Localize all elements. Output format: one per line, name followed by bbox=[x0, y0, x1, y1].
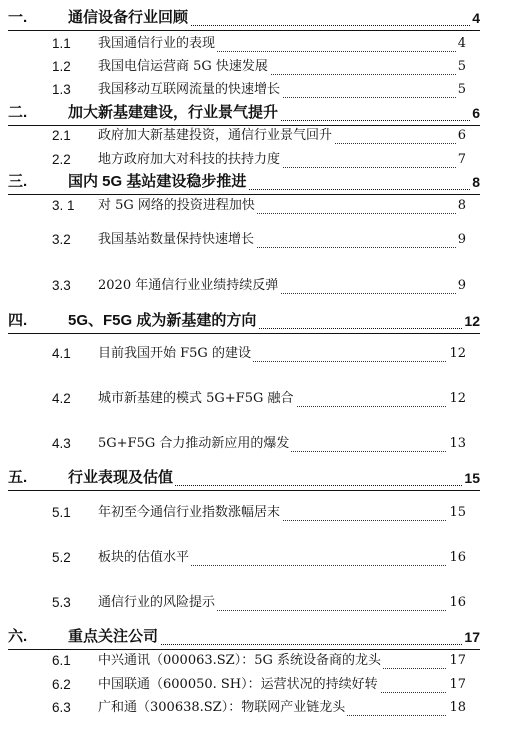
item-title: 中国联通（600050. SH）：运营状况的持续好转 bbox=[98, 675, 380, 695]
toc-section-3[interactable] bbox=[0, 172, 506, 194]
page-number: 8 bbox=[472, 174, 480, 190]
item-title: 中兴通讯（000063.SZ）：5G 系统设备商的龙头 bbox=[98, 651, 383, 671]
item-number: 2.2 bbox=[52, 152, 71, 167]
item-number: 4.3 bbox=[52, 436, 71, 451]
page-number: 13 bbox=[447, 434, 466, 454]
section-number: 一. bbox=[8, 9, 28, 26]
item-number: 5.3 bbox=[52, 595, 71, 610]
item-title: 对 5G 网络的投资进程加快 bbox=[98, 196, 257, 216]
item-title: 政府加大新基建投资，通信行业景气回升 bbox=[98, 126, 334, 146]
section-divider bbox=[8, 194, 480, 195]
page-number: 5 bbox=[456, 80, 466, 100]
page-number: 9 bbox=[456, 230, 466, 250]
toc-item-3-3[interactable] bbox=[0, 276, 506, 298]
item-title: 2020 年通信行业业绩持续反弹 bbox=[98, 276, 280, 296]
page-number: 15 bbox=[464, 470, 480, 486]
item-number: 3. 1 bbox=[52, 198, 75, 213]
page-number: 15 bbox=[447, 503, 466, 523]
item-number: 6.3 bbox=[52, 700, 71, 715]
item-number: 1.3 bbox=[52, 82, 71, 97]
section-title: 国内 5G 基站建设稳步推进 bbox=[68, 173, 247, 190]
section-title: 行业表现及估值 bbox=[68, 469, 174, 486]
section-divider bbox=[8, 490, 480, 491]
item-title: 年初至今通信行业指数涨幅居末 bbox=[98, 503, 282, 523]
page-number: 17 bbox=[447, 675, 466, 695]
page-number: 5 bbox=[456, 57, 466, 77]
toc-item-5-3[interactable] bbox=[0, 593, 506, 615]
section-number: 五. bbox=[8, 469, 28, 486]
section-title: 通信设备行业回顾 bbox=[68, 9, 189, 26]
item-title: 板块的估值水平 bbox=[98, 548, 191, 568]
item-title: 城市新基建的模式 5G+F5G 融合 bbox=[98, 389, 296, 409]
section-divider bbox=[8, 30, 480, 31]
toc-section-2[interactable] bbox=[0, 103, 506, 125]
toc-section-1[interactable] bbox=[0, 8, 506, 30]
item-title: 我国电信运营商 5G 快速发展 bbox=[98, 57, 270, 77]
item-number: 5.2 bbox=[52, 550, 71, 565]
item-number: 2.1 bbox=[52, 128, 71, 143]
item-title: 我国通信行业的表现 bbox=[98, 34, 217, 54]
toc-item-5-2[interactable] bbox=[0, 548, 506, 570]
toc-section-5[interactable] bbox=[0, 468, 506, 490]
toc-section-6[interactable] bbox=[0, 627, 506, 649]
item-number: 1.2 bbox=[52, 59, 71, 74]
item-number: 6.2 bbox=[52, 677, 71, 692]
toc-item-1-2[interactable] bbox=[0, 57, 506, 79]
section-title: 加大新基建建设，行业景气提升 bbox=[68, 104, 279, 121]
section-divider bbox=[8, 649, 480, 650]
page-number: 16 bbox=[447, 548, 466, 568]
toc-item-3-1[interactable] bbox=[0, 196, 506, 218]
section-number: 六. bbox=[8, 628, 28, 645]
section-number: 二. bbox=[8, 104, 28, 121]
item-number: 4.1 bbox=[52, 346, 71, 361]
page-number: 7 bbox=[456, 150, 466, 170]
toc-item-2-1[interactable] bbox=[0, 126, 506, 148]
page-number: 4 bbox=[472, 10, 480, 26]
section-title: 重点关注公司 bbox=[68, 628, 159, 645]
section-title: 5G、F5G 成为新基建的方向 bbox=[68, 312, 257, 329]
section-number: 四. bbox=[8, 312, 28, 329]
page-number: 6 bbox=[456, 126, 466, 146]
toc-item-4-1[interactable] bbox=[0, 344, 506, 366]
page-number: 12 bbox=[464, 313, 480, 329]
item-number: 3.3 bbox=[52, 278, 71, 293]
item-title: 通信行业的风险提示 bbox=[98, 593, 217, 613]
page-number: 4 bbox=[456, 34, 466, 54]
item-title: 我国移动互联网流量的快速增长 bbox=[98, 80, 282, 100]
page-number: 17 bbox=[447, 651, 466, 671]
page-number: 12 bbox=[447, 389, 466, 409]
page-number: 8 bbox=[456, 196, 466, 216]
toc-item-6-2[interactable] bbox=[0, 675, 506, 697]
item-title: 地方政府加大对科技的扶持力度 bbox=[98, 150, 282, 170]
item-number: 5.1 bbox=[52, 505, 71, 520]
page-number: 16 bbox=[447, 593, 466, 613]
toc-item-4-2[interactable] bbox=[0, 389, 506, 411]
toc-item-3-2[interactable] bbox=[0, 230, 506, 252]
section-divider bbox=[8, 333, 480, 334]
page-number: 17 bbox=[464, 629, 480, 645]
toc-item-6-3[interactable] bbox=[0, 698, 506, 720]
toc-item-2-2[interactable] bbox=[0, 150, 506, 172]
toc-item-5-1[interactable] bbox=[0, 503, 506, 525]
page-number: 9 bbox=[456, 276, 466, 296]
item-title: 5G+F5G 合力推动新应用的爆发 bbox=[98, 434, 291, 454]
page-number: 18 bbox=[447, 698, 466, 718]
toc-item-1-1[interactable] bbox=[0, 34, 506, 56]
toc-section-4[interactable] bbox=[0, 311, 506, 333]
item-number: 4.2 bbox=[52, 391, 71, 406]
toc-item-4-3[interactable] bbox=[0, 434, 506, 456]
section-number: 三. bbox=[8, 173, 28, 190]
item-number: 6.1 bbox=[52, 653, 71, 668]
item-number: 1.1 bbox=[52, 36, 71, 51]
toc-item-6-1[interactable] bbox=[0, 651, 506, 673]
item-title: 目前我国开始 F5G 的建设 bbox=[98, 344, 253, 364]
page-number: 6 bbox=[472, 105, 480, 121]
item-number: 3.2 bbox=[52, 232, 71, 247]
item-title: 广和通（300638.SZ）：物联网产业链龙头 bbox=[98, 698, 347, 718]
item-title: 我国基站数量保持快速增长 bbox=[98, 230, 256, 250]
toc-item-1-3[interactable] bbox=[0, 80, 506, 102]
page-number: 12 bbox=[447, 344, 466, 364]
